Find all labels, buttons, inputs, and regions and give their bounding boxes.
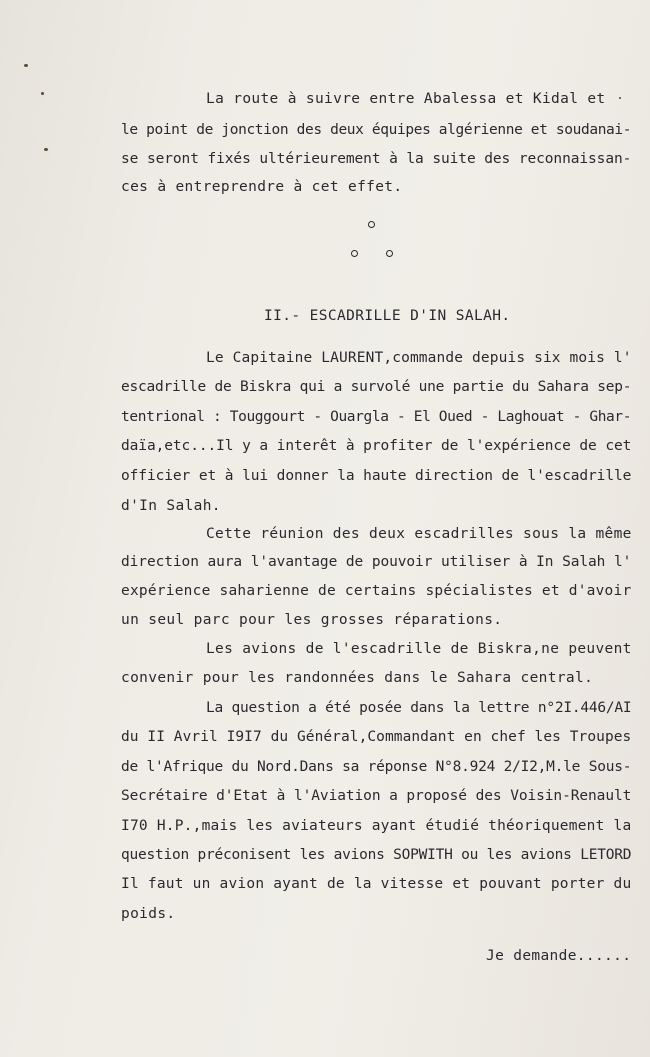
text-line: poids. xyxy=(121,906,176,922)
text-line: escadrille de Biskra qui a survolé une partie du Sahara sep- xyxy=(121,379,632,395)
text-line: convenir pour les randonnées dans le Sahara central. xyxy=(121,670,594,686)
text-line: La route à suivre entre Abalessa et Kidal et xyxy=(206,91,606,107)
text-line: officier et à lui donner la haute direction de l'escadrille xyxy=(121,468,632,484)
text-line: d'In Salah. xyxy=(121,498,221,514)
ink-speck xyxy=(619,97,621,99)
text-line: Il faut un avion ayant de la vitesse et pouvant porter du xyxy=(121,876,632,892)
text-line: I70 H.P.,mais les aviateurs ayant étudié théoriquement la xyxy=(121,818,632,834)
text-line: du II Avril I9I7 du Général,Commandant en chef les Troupes xyxy=(121,729,632,745)
text-line: Les avions de l'escadrille de Biskra,ne peuvent xyxy=(206,641,632,657)
text-line: Cette réunion des deux escadrilles sous la même xyxy=(206,526,632,542)
ink-speck xyxy=(24,64,28,67)
text-line: daïa,etc...Il y a interêt à profiter de l'expérience de cet xyxy=(121,438,632,454)
text-line: direction aura l'avantage de pouvoir utiliser à In Salah l' xyxy=(121,554,632,570)
text-line: La question a été posée dans la lettre n°2I.446/AI xyxy=(206,700,632,716)
text-line: se seront fixés ultérieurement à la suite des reconnaissan- xyxy=(121,151,632,167)
text-line: tentrional : Touggourt - Ouargla - El Oued - Laghouat - Ghar- xyxy=(121,409,632,425)
text-line: Le Capitaine LAURENT,commande depuis six mois l' xyxy=(206,350,632,366)
ornament-dot xyxy=(351,250,358,257)
closing-text: Je demande...... xyxy=(486,948,632,964)
text-line: le point de jonction des deux équipes algérienne et soudanai- xyxy=(121,122,632,138)
ink-speck xyxy=(41,92,44,95)
section-title: II.- ESCADRILLE D'IN SALAH. xyxy=(264,308,511,324)
text-line: un seul parc pour les grosses réparations. xyxy=(121,612,503,628)
text-line: de l'Afrique du Nord.Dans sa réponse N°8.924 2/I2,M.le Sous- xyxy=(121,759,632,775)
text-line: expérience saharienne de certains spécialistes et d'avoir xyxy=(121,583,632,599)
text-line: question préconisent les avions SOPWITH ou les avions LETORD xyxy=(121,847,632,863)
text-line: Secrétaire d'Etat à l'Aviation a proposé des Voisin-Renault xyxy=(121,788,632,804)
ornament-dot xyxy=(386,250,393,257)
text-line: ces à entreprendre à cet effet. xyxy=(121,179,403,195)
ornament-dot xyxy=(368,221,375,228)
ink-speck xyxy=(44,148,48,151)
